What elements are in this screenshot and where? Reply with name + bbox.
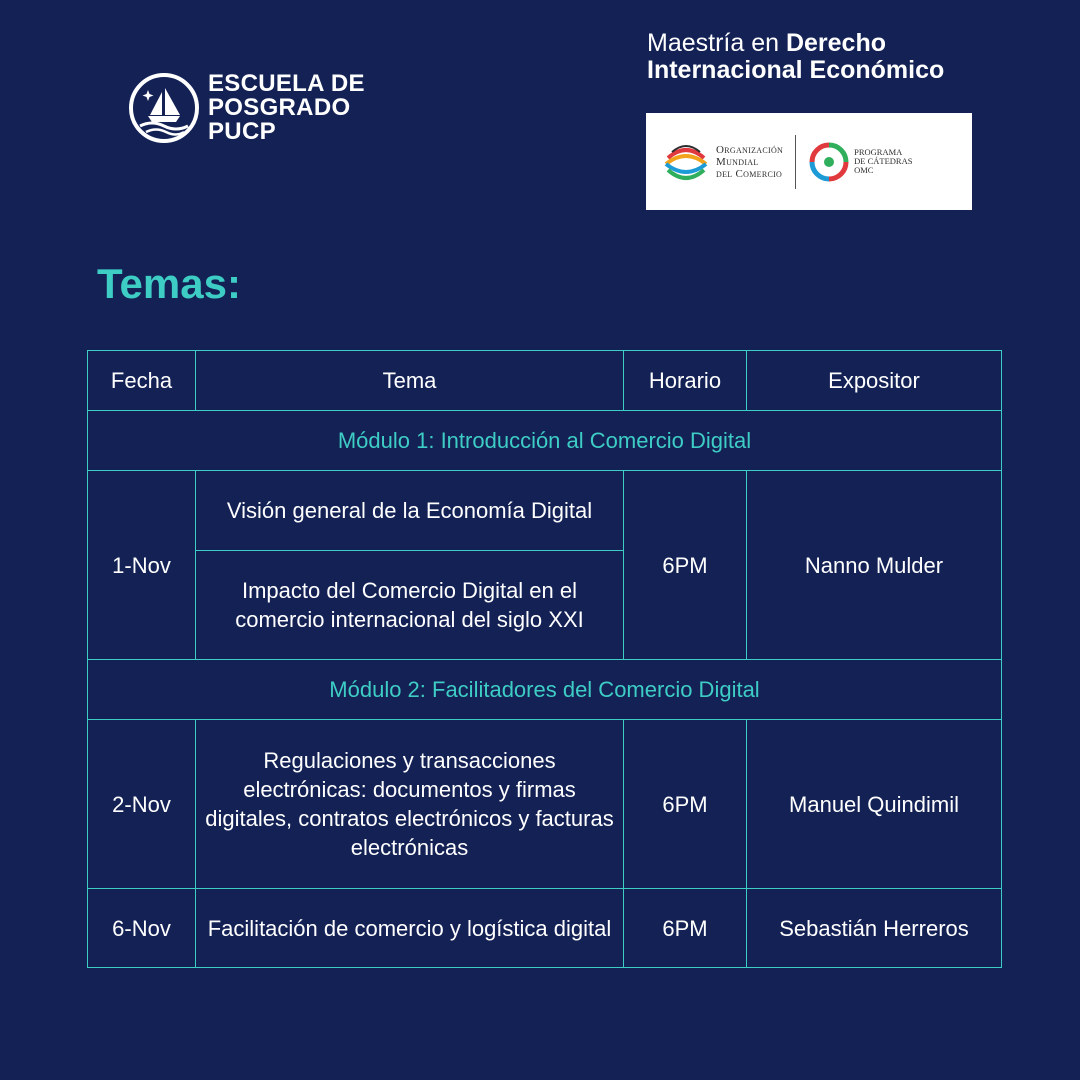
topic-cell: Visión general de la Economía Digital [196,471,624,551]
catedras-name-line: PROGRAMA [854,147,903,157]
catedras-name-line: DE CÁTEDRAS [854,156,913,166]
program-name-line2: Internacional Económico [647,56,945,84]
catedras-name [854,148,912,175]
wto-globe-icon [662,138,710,186]
program-prefix: Maestría en [647,29,786,57]
catedras-emblem-icon [808,141,850,183]
school-name-line: POSGRADO [208,94,351,121]
ship-emblem-icon [128,72,200,144]
date-cell: 6-Nov [88,889,196,968]
school-name-line: PUCP [208,118,276,145]
topic-cell: Impacto del Comercio Digital en el comercio internacional del siglo XXI [196,551,624,660]
table-row [88,720,1002,889]
catedras-name-line: OMC [854,165,874,175]
module-title: Módulo 2: Facilitadores del Comercio Digital [88,660,1002,720]
column-header-date: Fecha [88,351,196,411]
table-header-row [88,351,1002,411]
school-name [208,72,365,144]
column-header-topic: Tema [196,351,624,411]
wto-name-line: del Comercio [716,167,783,180]
speaker-cell: Sebastián Herreros [747,889,1002,968]
date-cell: 2-Nov [88,720,196,889]
program-title [647,30,944,84]
module-row [88,411,1002,471]
logo-divider [795,135,796,189]
time-cell: 6PM [624,720,747,889]
wto-name-line: Mundial [716,155,759,168]
module-row [88,660,1002,720]
date-cell: 1-Nov [88,471,196,660]
table-row [88,471,1002,551]
program-name-line1: Derecho [785,29,886,57]
speaker-cell: Nanno Mulder [747,471,1002,660]
wto-name [716,144,783,180]
wto-name-line: Organización [716,143,784,156]
column-header-time: Horario [624,351,747,411]
partner-logo [646,113,972,210]
module-title: Módulo 1: Introducción al Comercio Digital [88,411,1002,471]
time-cell: 6PM [624,471,747,660]
school-name-line: ESCUELA DE [208,70,365,97]
topic-cell: Facilitación de comercio y logística digital [196,889,624,968]
time-cell: 6PM [624,889,747,968]
table-row [88,889,1002,968]
schedule-table [87,350,1002,968]
speaker-cell: Manuel Quindimil [747,720,1002,889]
school-logo [128,72,365,144]
topic-cell: Regulaciones y transacciones electrónicas: documentos y firmas digitales, contratos electrónicos y facturas electrónicas [196,720,624,889]
section-heading: Temas: [97,260,241,307]
column-header-speaker: Expositor [747,351,1002,411]
